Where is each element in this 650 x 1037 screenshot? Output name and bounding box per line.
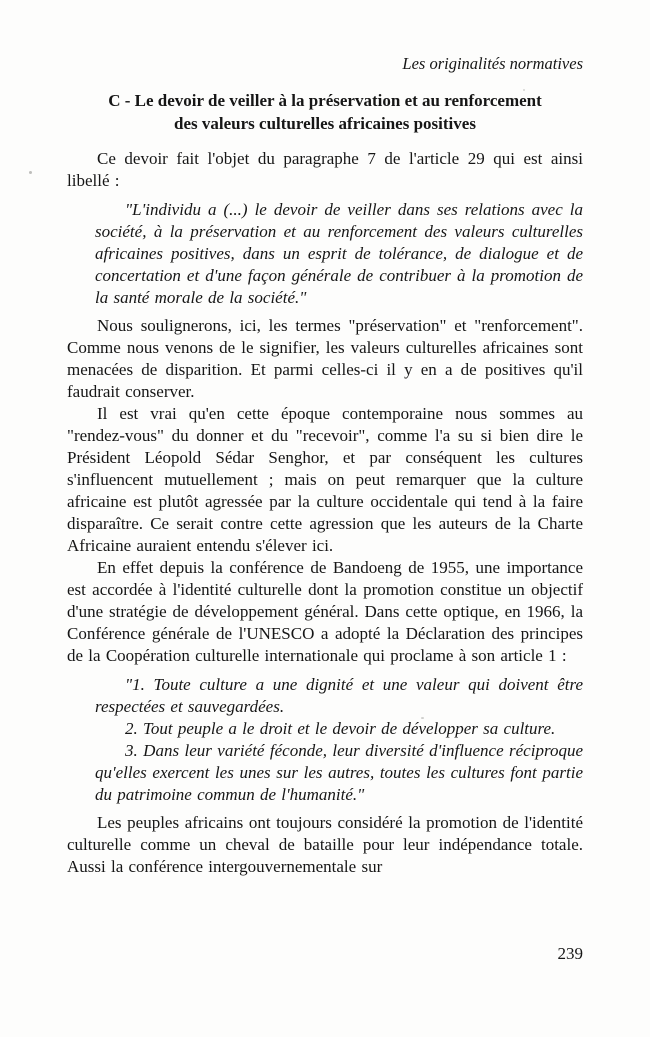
blockquote-unesco-article-1 (95, 674, 583, 806)
scan-speck (421, 717, 424, 719)
blockquote-article-29-text: "L'individu a (...) le devoir de veiller dans ses relations avec la société, à la préservation et au renforcement des valeurs culturelles africaines positives, dans un esprit de tolérance, de dialogue et de concertation et d'une façon générale de contribuer à la promotion de la santé morale de la société." (95, 200, 583, 307)
page-content (67, 54, 583, 878)
scan-speck (29, 171, 32, 174)
paragraph-intro: Ce devoir fait l'objet du paragraphe 7 de l'article 29 qui est ainsi libellé : (67, 149, 583, 190)
blockquote-article-29 (95, 199, 583, 309)
paragraph-il-est-vrai: Il est vrai qu'en cette époque contemporaine nous sommes au "rendez-vous" du donner et du "recevoir", comme l'a su si bien dire le Président Léopold Sédar Senghor, et par conséquent les cultures s'influencent mutuellement ; mais on peut remarquer que la culture africaine est plutôt agressée par la culture occidentale qui tend à la faire disparaître. Ce serait contre cette agression que les auteurs de la Charte Africaine auraient entendu s'élever ici. (67, 404, 583, 555)
paragraph-peuples-africains: Les peuples africains ont toujours considéré la promotion de l'identité culturelle comme un cheval de bataille pour leur indépendance totale. Aussi la conférence intergouvernementale sur (67, 813, 583, 876)
page-number: 239 (557, 944, 583, 963)
blockquote-unesco-item-2: 2. Tout peuple a le droit et le devoir de développer sa culture. (125, 719, 556, 738)
section-heading-line1: C - Le devoir de veiller à la préservation et au renforcement (108, 91, 542, 110)
blockquote-unesco-item-1: "1. Toute culture a une dignité et une valeur qui doivent être respectées et sauvegardées. (95, 675, 583, 716)
section-heading (95, 89, 555, 135)
paragraph-en-effet: En effet depuis la conférence de Bandoeng de 1955, une importance est accordée à l'identité culturelle dont la promotion constitue un objectif d'une stratégie de développement général. Dans cette optique, en 1966, la Conférence générale de l'UNESCO a adopté la Déclaration des principes de la Coopération culturelle internationale qui proclame à son article 1 : (67, 558, 583, 665)
scan-speck (523, 89, 525, 91)
running-header: Les originalités normatives (402, 54, 583, 73)
blockquote-unesco-item-3: 3. Dans leur variété féconde, leur diversité d'influence réciproque qu'elles exercent les unes sur les autres, toutes les cultures font partie du patrimoine commun de l'humanité." (95, 741, 583, 804)
paragraph-soulignerons: Nous soulignerons, ici, les termes "préservation" et "renforcement". Comme nous venons de le signifier, les valeurs culturelles africaines sont menacées de disparition. Et parmi celles-ci il y en a de positives qu'il faudrait conserver. (67, 316, 583, 401)
section-heading-line2: des valeurs culturelles africaines positives (174, 114, 476, 133)
